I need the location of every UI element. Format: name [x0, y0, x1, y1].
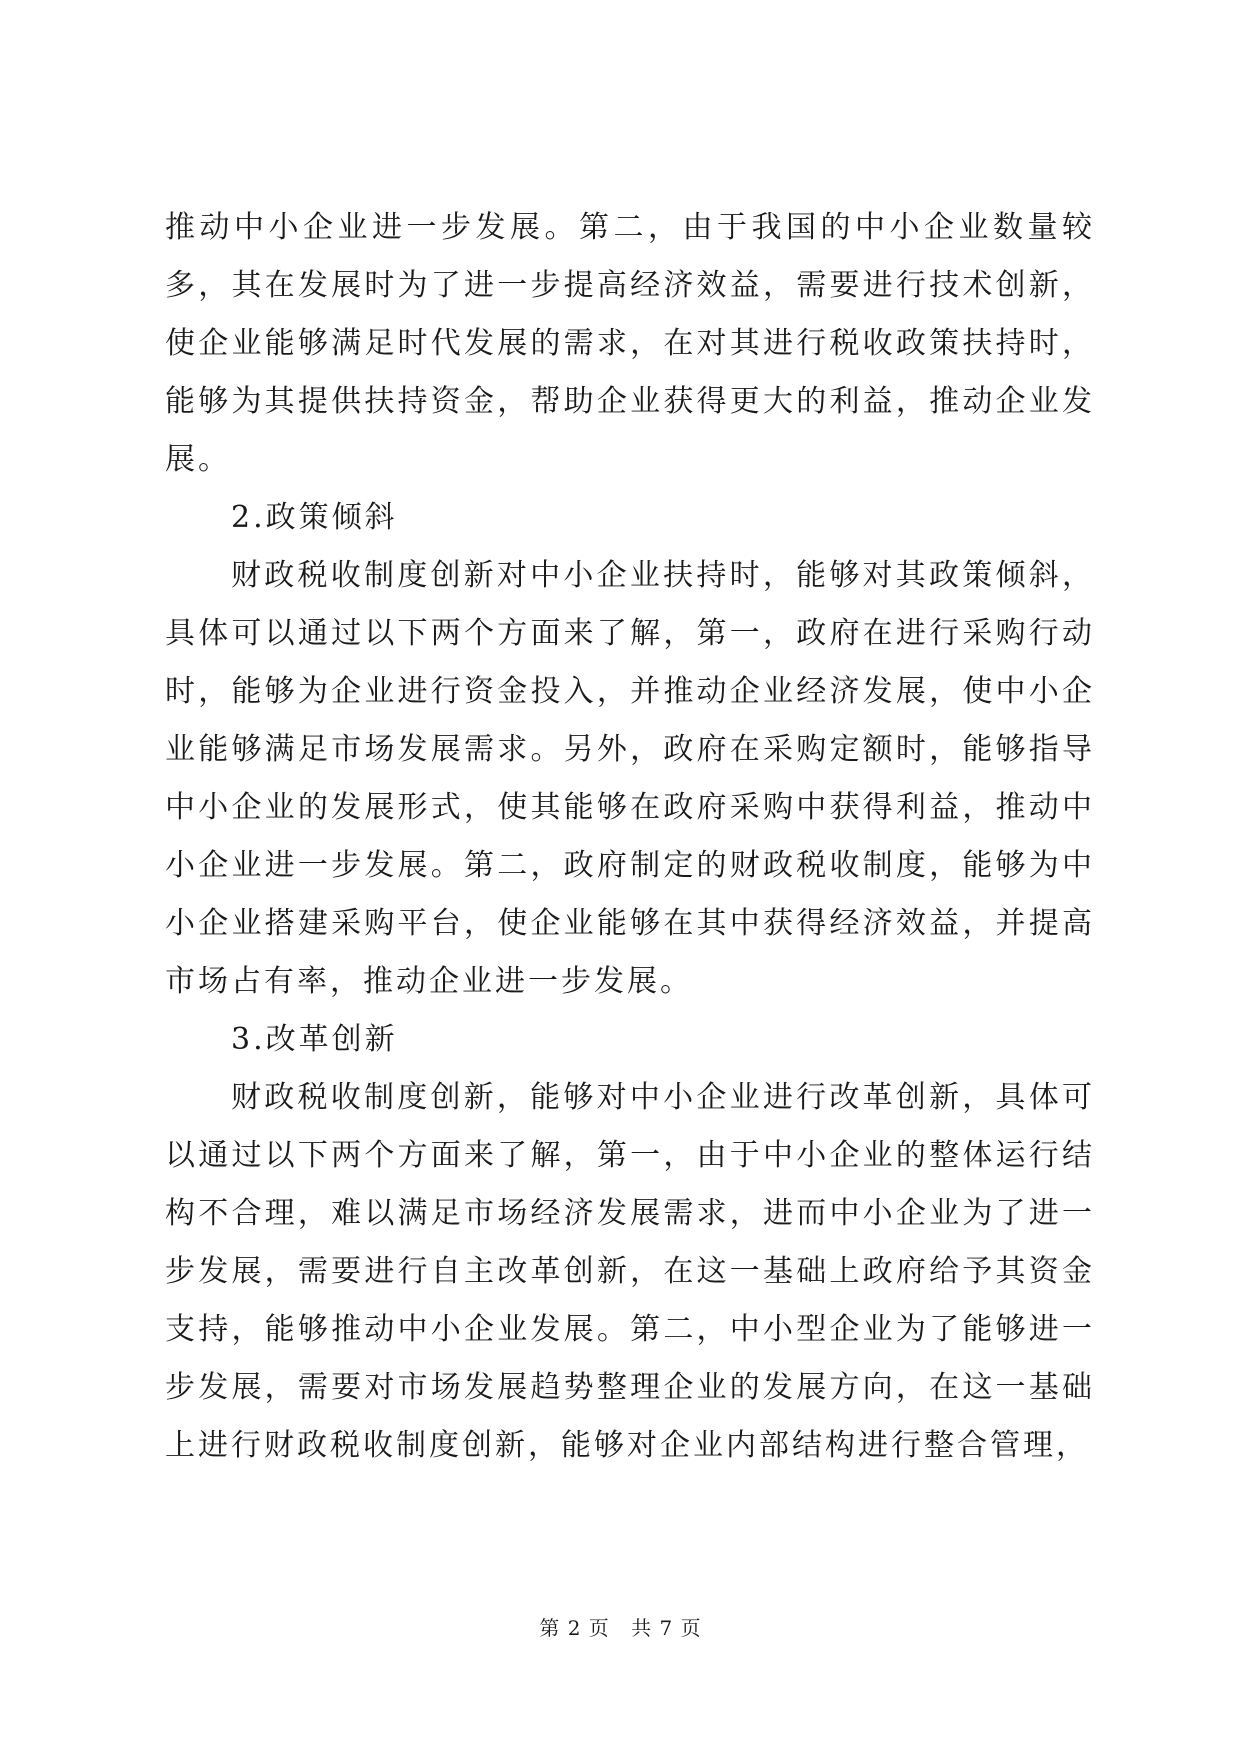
paragraph: 推动中小企业进一步发展。第二，由于我国的中小企业数量较多，其在发展时为了进一步提高经济效益，需要进行技术创新，使企业能够满足时代发展的需求，在对其进行税收政策扶持时，能够为其提供扶持资金，帮助企业获得更大的利益，推动企业发展。 [165, 210, 1095, 477]
paragraph: 财政税收制度创新对中小企业扶持时，能够对其政策倾斜，具体可以通过以下两个方面来了解，第一，政府在进行采购行动时，能够为企业进行资金投入，并推动企业经济发展，使中小企业能够满足市场发展需求。另外，政府在采购定额时，能够指导中小企业的发展形式，使其能够在政府采购中获得利益，推动中小企业进一步发展。第二，政府制定的财政税收制度，能够为中小企业搭建采购平台，使企业能够在其中获得经济效益，并提高市场占有率，推动企业进一步发展。 [165, 558, 1095, 999]
document-body [165, 199, 1095, 1475]
section-heading: 2.政策倾斜 [231, 500, 398, 535]
page-number: 第 2 页 [539, 1616, 610, 1640]
paragraph: 财政税收制度创新，能够对中小企业进行改革创新，具体可以通过以下两个方面来了解，第一，由于中小企业的整体运行结构不合理，难以满足市场经济发展需求，进而中小企业为了进一步发展，需要进行自主改革创新，在这一基础上政府给予其资金支持，能够推动中小企业发展。第二，中小型企业为了能够进一步发展，需要对市场发展趋势整理企业的发展方向，在这一基础上进行财政税收制度创新，能够对企业内部结构进行整合管理， [165, 1080, 1095, 1463]
section-heading: 3.改革创新 [231, 1022, 398, 1057]
page-footer [0, 1612, 1241, 1641]
page-total: 共 7 页 [631, 1616, 702, 1640]
